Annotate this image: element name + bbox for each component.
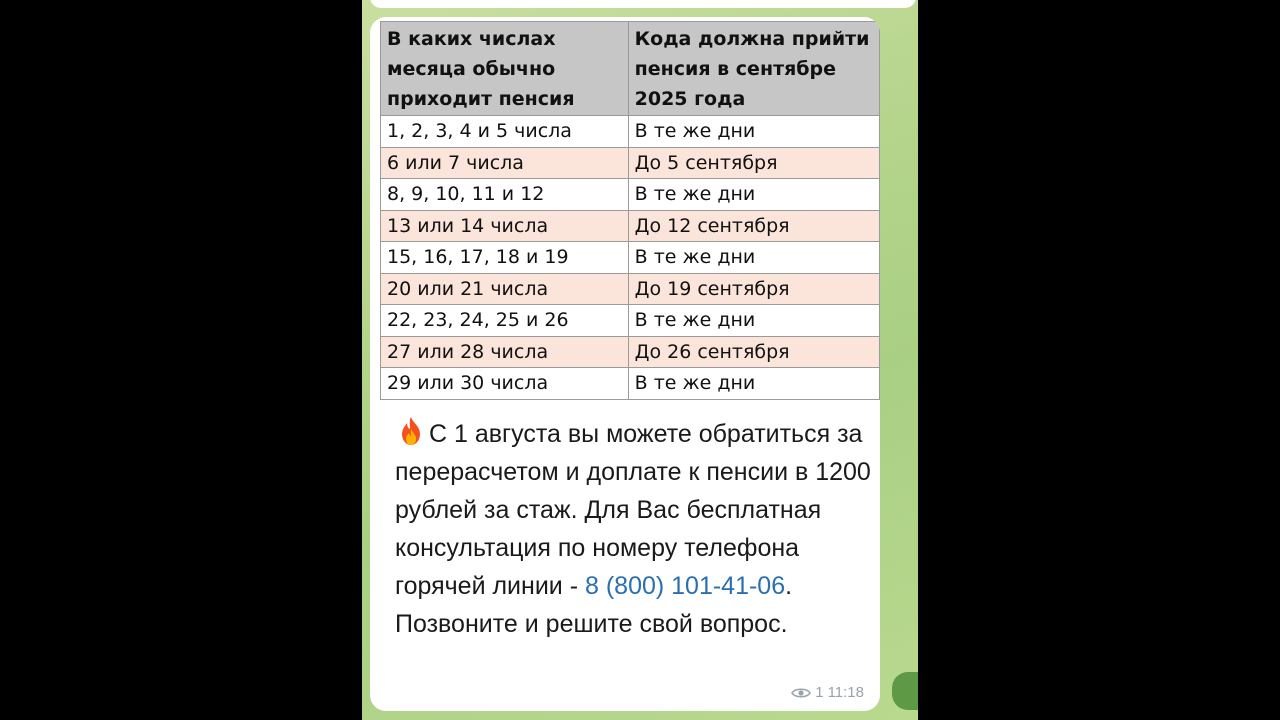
table-cell: В те же дни [628,368,879,400]
table-cell: В те же дни [628,305,879,337]
table-cell: До 19 сентября [628,273,879,305]
table-header-row [381,22,880,116]
table-cell: 27 или 28 числа [381,336,629,368]
table-header-cell: Кода должна прийти пенсия в сентябре 2025 года [628,22,879,116]
message-text [395,415,880,643]
table-row [381,368,880,400]
eye-icon [791,686,811,700]
message-bubble[interactable] [370,17,880,711]
table-cell: 6 или 7 числа [381,147,629,179]
table-cell: 8, 9, 10, 11 и 12 [381,179,629,211]
table-cell: До 5 сентября [628,147,879,179]
table-cell: 22, 23, 24, 25 и 26 [381,305,629,337]
pension-schedule-table [380,21,880,400]
table-row [381,210,880,242]
table-cell: В те же дни [628,116,879,148]
table-row [381,242,880,274]
table-cell: 29 или 30 числа [381,368,629,400]
table-cell: 1, 2, 3, 4 и 5 числа [381,116,629,148]
share-button[interactable] [892,672,918,710]
views-count: 1 [815,684,824,701]
phone-number-link[interactable]: 8 (800) 101-41-06 [584,572,786,600]
table-cell: До 26 сентября [628,336,879,368]
message-time: 11:18 [827,684,864,701]
table-row [381,116,880,148]
table-cell: 13 или 14 числа [381,210,629,242]
previous-message-bubble[interactable] [370,0,916,8]
message-meta [791,684,864,701]
table-row [381,147,880,179]
table-header-cell: В каких числах месяца обычно приходит пенсия [381,22,629,116]
table-row [381,179,880,211]
message-body-end: . Позвоните и решите свой вопрос. [395,572,793,638]
table-cell: 20 или 21 числа [381,273,629,305]
phone-screen [362,0,918,720]
table-cell: 15, 16, 17, 18 и 19 [381,242,629,274]
table-cell: В те же дни [628,242,879,274]
table-row [381,305,880,337]
fire-icon [395,415,427,447]
table-row [381,336,880,368]
table-cell: В те же дни [628,179,879,211]
table-row [381,273,880,305]
table-cell: До 12 сентября [628,210,879,242]
message-body: С 1 августа вы можете обратиться за перерасчетом и доплате к пенсии в 1200 рублей за стаж. Для Вас бесплатная консультация по номеру телефона горячей линии - [395,420,871,600]
